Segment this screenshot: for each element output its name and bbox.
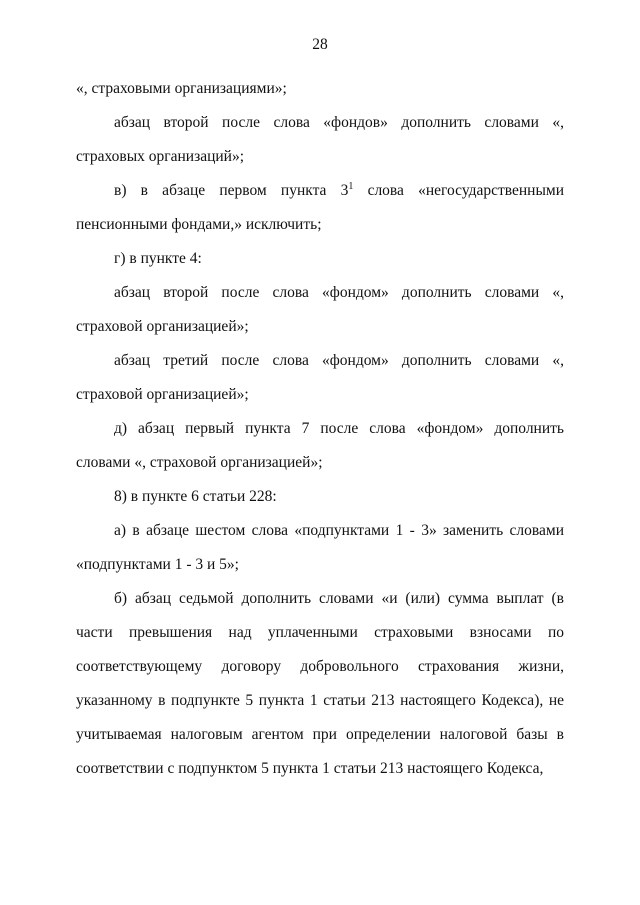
paragraph-9: а) в абзаце шестом слова «подпунктами 1 - 3» заменить словами «подпунктами 1 - 3 и 5»; bbox=[76, 522, 564, 573]
paragraph-7: д) абзац первый пункта 7 после слова «фондом» дополнить словами «, страховой организацией»; bbox=[76, 420, 564, 471]
paragraph-3-text-b: слова «негосударственными bbox=[353, 182, 564, 199]
paragraph-1: «, страховыми организациями»; bbox=[76, 80, 287, 97]
paragraph-3-text-a: в) в абзаце первом пункта 3 bbox=[114, 182, 349, 199]
paragraph-2: абзац второй после слова «фондов» дополнить словами «, страховых организаций»; bbox=[76, 114, 564, 165]
paragraph-6: абзац третий после слова «фондом» дополнить словами «, страховой организацией»; bbox=[76, 352, 564, 403]
paragraph-5: абзац второй после слова «фондом» дополнить словами «, страховой организацией»; bbox=[76, 284, 564, 335]
paragraph-4: г) в пункте 4: bbox=[114, 250, 202, 267]
paragraph-10: б) абзац седьмой дополнить словами «и (или) сумма выплат (в части превышения над уплаченными страховыми взносами по соответствующему договору добровольного страхования жизни, указанному в подпункте 5 пункта 1 статьи 213 настоящего Кодекса), не учитываемая налоговым агентом при определении налоговой базы в соответствии с подпунктом 5 пункта 1 статьи 213 настоящего Кодекса, bbox=[76, 590, 564, 777]
document-body bbox=[76, 72, 564, 786]
paragraph-3-line-2: пенсионными фондами,» исключить; bbox=[76, 216, 322, 233]
paragraph-3-superscript: 1 bbox=[348, 180, 354, 192]
page-number: 28 bbox=[312, 36, 328, 53]
paragraph-3-line-1 bbox=[76, 174, 564, 208]
paragraph-8: 8) в пункте 6 статьи 228: bbox=[114, 488, 277, 505]
paragraph-3 bbox=[76, 174, 564, 242]
